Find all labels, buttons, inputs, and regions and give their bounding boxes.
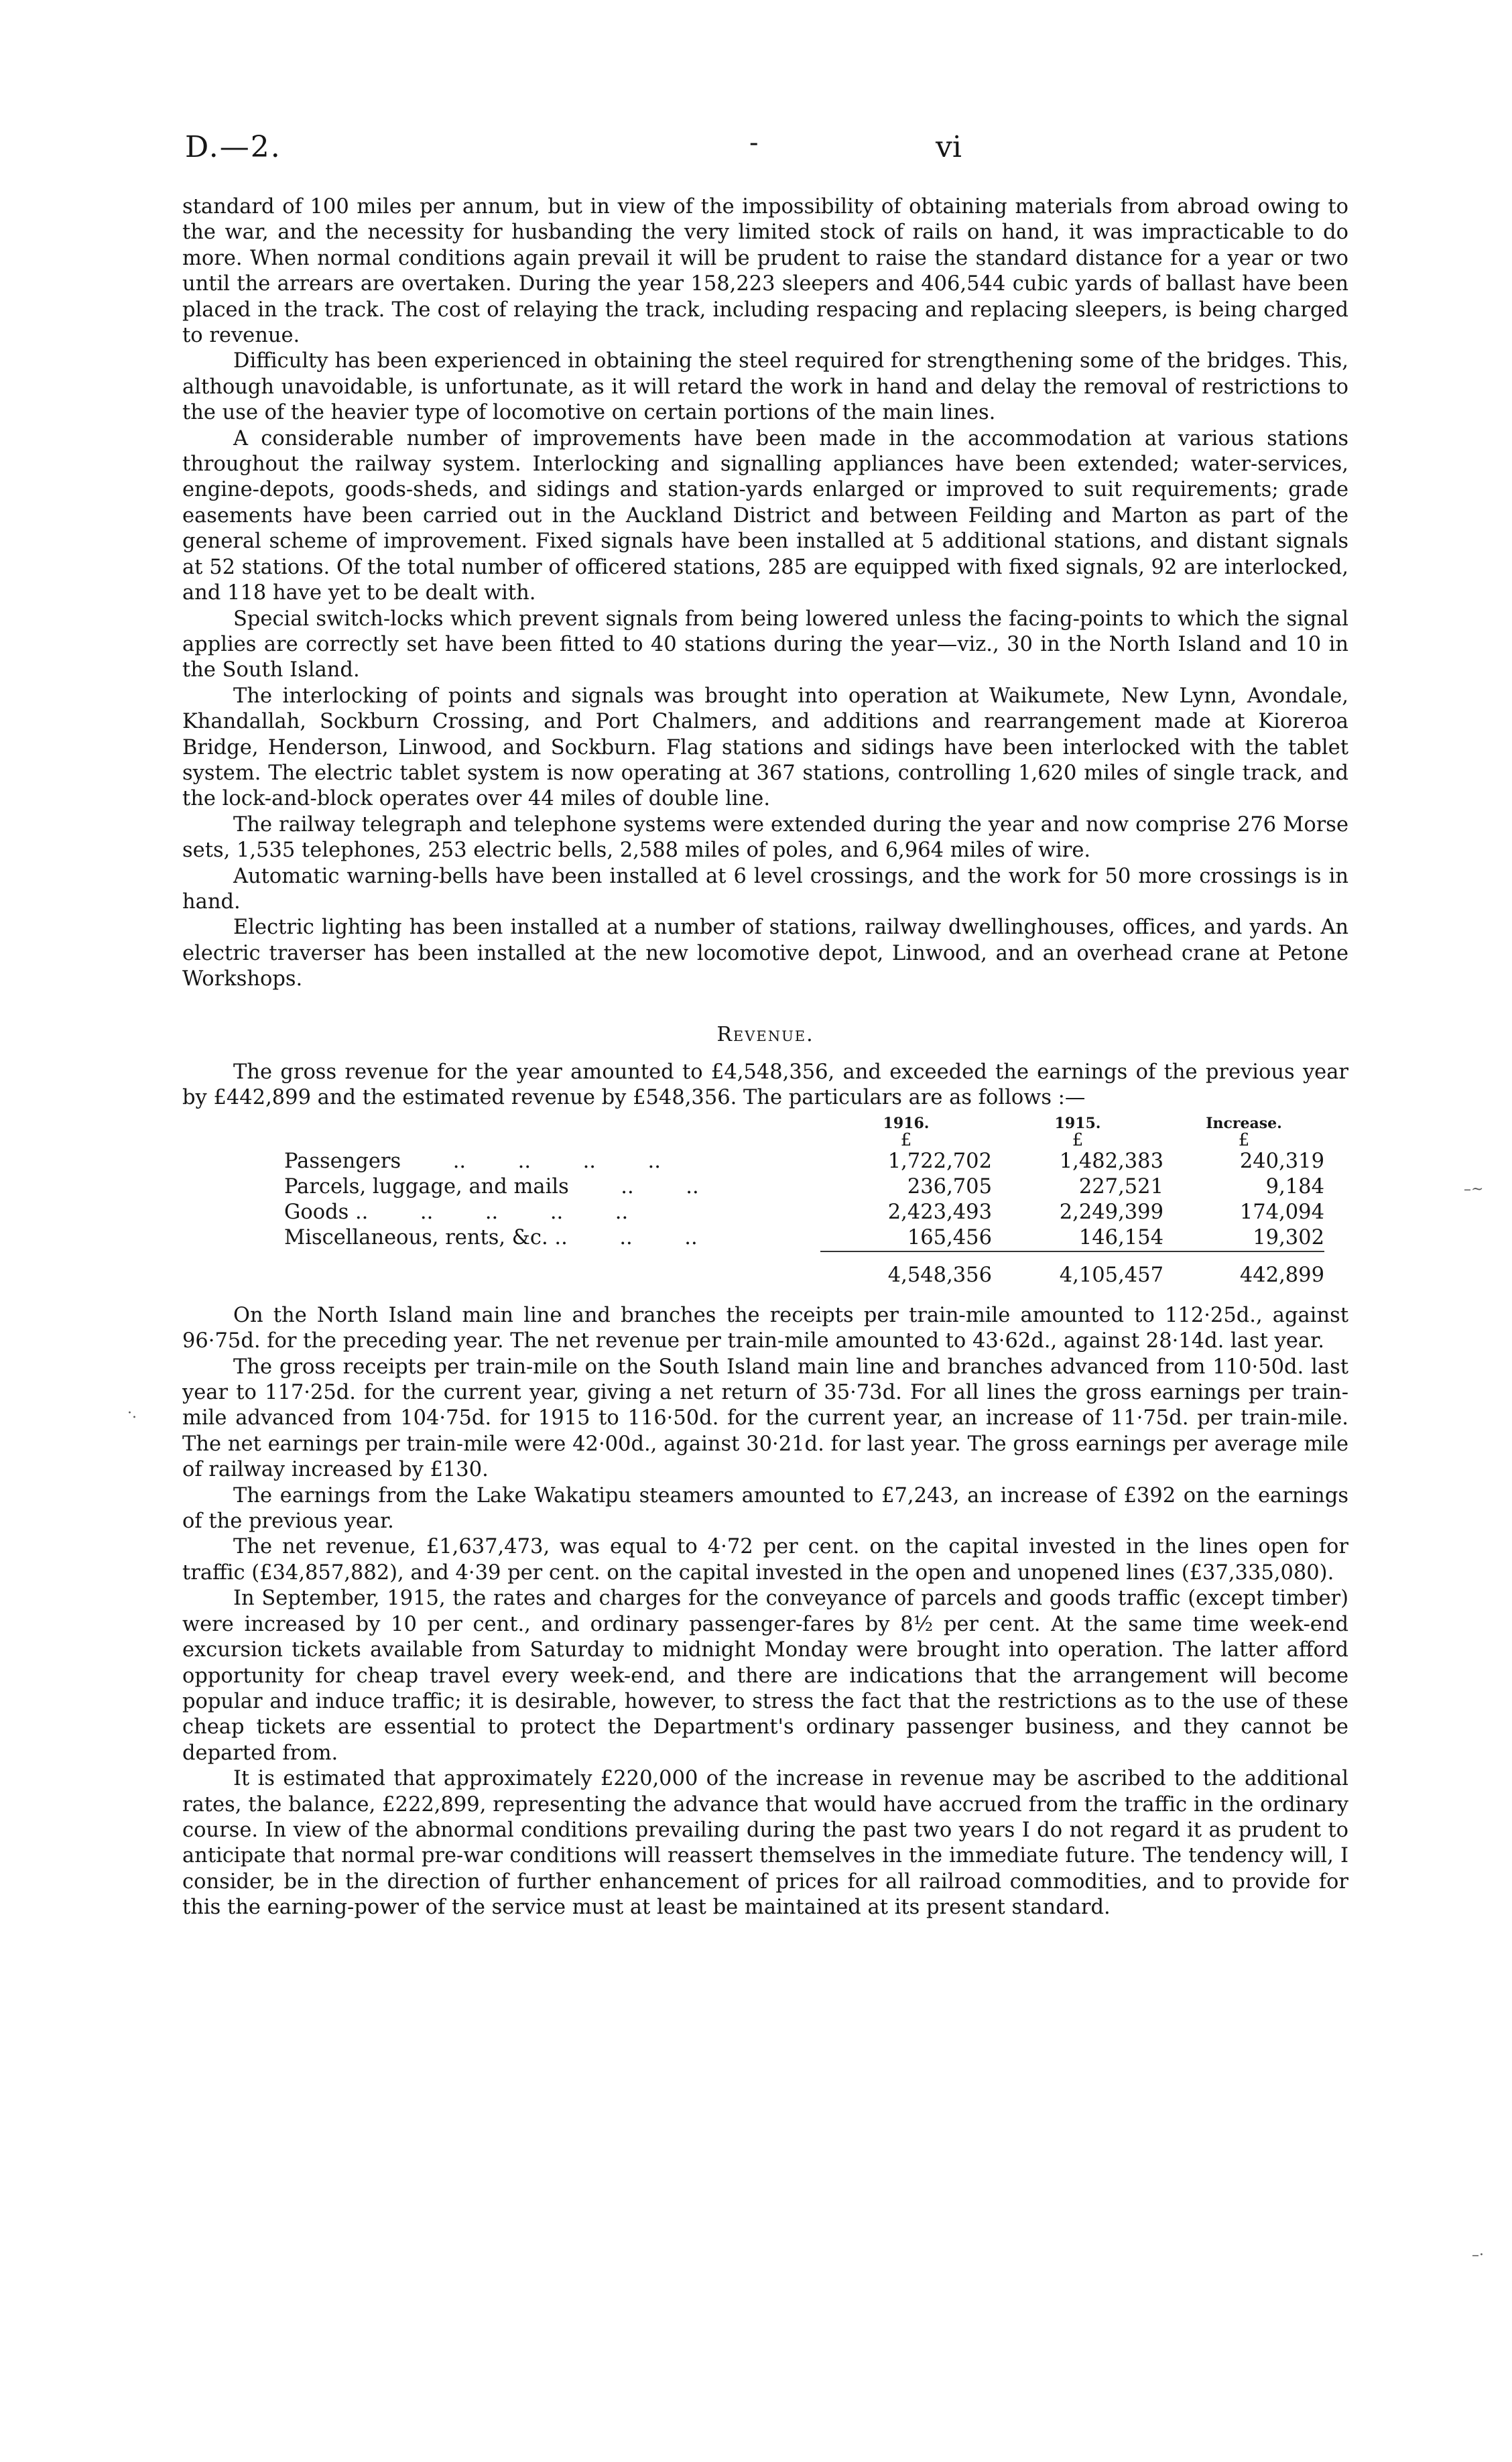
cell-1916: 165,456 xyxy=(907,1225,992,1249)
cell-increase: 174,094 xyxy=(1239,1200,1324,1224)
total-1915: 4,105,457 xyxy=(992,1251,1163,1288)
paragraph: On the North Island main line and branches the receipts per train-mile amounted to 112·25d., against 96·75d. for the preceding year. The net revenue per train-mile amounted to 43·62d., against 28·14d. last year. xyxy=(182,1303,1348,1353)
unit-pound: £ xyxy=(1238,1129,1250,1150)
margin-mark: –~ xyxy=(1464,1181,1484,1198)
paragraph: Electric lighting has been installed at a number of stations, railway dwellinghouses, offices, and yards. An electric traverser has been installed at the new locomotive depot, Linwood, and an overhead crane at Petone Workshops. xyxy=(182,916,1348,991)
unit-pound: £ xyxy=(1072,1129,1084,1150)
paragraph: The earnings from the Lake Wakatipu steamers amounted to £7,243, an increase of £392 on the earnings of the previous year. xyxy=(182,1483,1348,1534)
cell-1916: 1,722,702 xyxy=(887,1149,992,1173)
paragraph: A considerable number of improvements have been made in the accommodation at various stations throughout the railway system. Interlocking and signalling appliances have been extended; water-services, engine-depots, goods-sheds, and sidings and station-yards enlarged or improved to suit requirements; grade easements have been carried out in the Auckland District and between Feilding and Marton as part of the general scheme of improvement. Fixed signals have been installed at 5 additional stations, and distant signals at 52 stations. Of the total number of officered stations, 285 are equipped with fixed signals, 92 are interlocked, and 118 have yet to be dealt with. xyxy=(182,426,1348,605)
cell-increase: 240,319 xyxy=(1239,1149,1324,1173)
paragraph: Automatic warning-bells have been installed at 6 level crossings, and the work for 50 more crossings is in hand. xyxy=(182,864,1348,914)
paragraph: It is estimated that approximately £220,000 of the increase in revenue may be ascribed to the additional rates, the balance, £222,899, representing the advance that would have accrued from the traffic in the ordinary course. In view of the abnormal conditions prevailing during the past two years I do not regard it as prudent to anticipate that normal pre-war conditions will reassert themselves in the immediate future. The tendency will, I consider, be in the direction of further enhancement of prices for all railroad commodities, and to provide for this the earning-power of the service must at least be maintained at its present standard. xyxy=(182,1767,1348,1920)
table-row xyxy=(284,1200,1324,1225)
margin-mark: ·. xyxy=(127,1405,137,1422)
paragraph: The gross receipts per train-mile on the South Island main line and branches advanced from 110·50d. last year to 117·25d. for the current year, giving a net return of 35·73d. For all lines the gross earnings per train-mile advanced from 104·75d. for 1915 to 116·50d. for the current year, an increase of 11·75d. per train-mile. The net earnings per train-mile were 42·00d., against 30·21d. for last year. The gross earnings per average mile of railway increased by £130. xyxy=(182,1355,1348,1482)
cell-1915: 2,249,399 xyxy=(1059,1200,1163,1224)
unit-pound: £ xyxy=(900,1129,912,1150)
header-dash: - xyxy=(749,127,759,158)
cell-1915: 227,521 xyxy=(1078,1174,1163,1198)
row-label: Parcels, luggage, and mails .. .. xyxy=(284,1174,699,1198)
total-1916: 4,548,356 xyxy=(820,1251,992,1288)
paragraph: In September, 1915, the rates and charges for the conveyance of parcels and goods traffic (except timber) were increased by 10 per cent., and ordinary passenger-fares by 8½ per cent. At the same time week-end excursion tickets available from Saturday to midnight Monday were brought into operation. The latter afford opportunity for cheap travel every week-end, and there are indications that the arrangement will become popular and induce traffic; it is desirable, however, to stress the fact that the restrictions as to the use of these cheap tickets are essential to protect the Department's ordinary passenger business, and they cannot be departed from. xyxy=(182,1587,1348,1765)
cell-1916: 236,705 xyxy=(907,1174,992,1198)
cell-1916: 2,423,493 xyxy=(887,1200,992,1224)
page-number: vi xyxy=(936,130,962,164)
margin-mark: –· xyxy=(1472,2247,1484,2264)
column-header-1915: 1915. xyxy=(1054,1114,1101,1132)
column-header-1916: 1916. xyxy=(883,1114,930,1132)
revenue-table xyxy=(284,1115,1324,1288)
paragraph: Special switch-locks which prevent signals from being lowered unless the facing-points to which the signal applies are correctly set have been fitted to 40 stations during the year—viz., 30 in the North Island and 10 in the South Island. xyxy=(182,607,1348,682)
document-body xyxy=(182,194,1348,1921)
page-header xyxy=(182,127,1348,174)
section-heading-revenue: Revenue. xyxy=(716,1022,814,1046)
cell-1915: 146,154 xyxy=(1078,1225,1163,1249)
table-row xyxy=(284,1174,1324,1200)
table-row xyxy=(284,1149,1324,1174)
paragraph: The railway telegraph and telephone systems were extended during the year and now comprise 276 Morse sets, 1,535 telephones, 253 electric bells, 2,588 miles of poles, and 6,964 miles of wire. xyxy=(182,812,1348,863)
cell-increase: 19,302 xyxy=(1253,1225,1324,1249)
document-reference: D.—2. xyxy=(185,130,281,164)
row-label: Miscellaneous, rents, &c. .. .. .. xyxy=(284,1226,698,1250)
table-total-row xyxy=(284,1251,1324,1288)
cell-increase: 9,184 xyxy=(1265,1174,1324,1198)
total-increase: 442,899 xyxy=(1163,1251,1324,1288)
column-header-increase: Increase. xyxy=(1206,1114,1282,1132)
cell-1915: 1,482,383 xyxy=(1059,1149,1163,1173)
table-row xyxy=(284,1225,1324,1251)
paragraph: Difficulty has been experienced in obtaining the steel required for strengthening some of the bridges. This, although unavoidable, is unfortunate, as it will retard the work in hand and delay the removal of restrictions to the use of the heavier type of locomotive on certain portions of the main lines. xyxy=(182,349,1348,425)
paragraph: standard of 100 miles per annum, but in view of the impossibility of obtaining materials from abroad owing to the war, and the necessity for husbanding the very limited stock of rails on hand, it was impracticable to do more. When normal conditions again prevail it will be prudent to raise the standard distance for a year or two until the arrears are overtaken. During the year 158,223 sleepers and 406,544 cubic yards of ballast have been placed in the track. The cost of relaying the track, including respacing and replacing sleepers, is being charged to revenue. xyxy=(182,195,1348,348)
revenue-intro-paragraph: The gross revenue for the year amounted to £4,548,356, and exceeded the earnings of the previous year by £442,899 and the estimated revenue by £548,356. The particulars are as follows :— xyxy=(182,1060,1348,1110)
paragraph: The net revenue, £1,637,473, was equal to 4·72 per cent. on the capital invested in the lines open for traffic (£34,857,882), and 4·39 per cent. on the capital invested in the open and unopened lines (£37,335,080). xyxy=(182,1535,1348,1585)
paragraph: The interlocking of points and signals was brought into operation at Waikumete, New Lynn, Avondale, Khandallah, Sockburn Crossing, and Port Chalmers, and additions and rearrangement made at Kioreroa Bridge, Henderson, Linwood, and Sockburn. Flag stations and sidings have been interlocked with the tablet system. The electric tablet system is now operating at 367 stations, controlling 1,620 miles of single track, and the lock-and-block operates over 44 miles of double line. xyxy=(182,684,1348,811)
row-label: Goods .. .. .. .. .. xyxy=(284,1200,629,1224)
row-label: Passengers .. .. .. .. xyxy=(284,1149,661,1173)
